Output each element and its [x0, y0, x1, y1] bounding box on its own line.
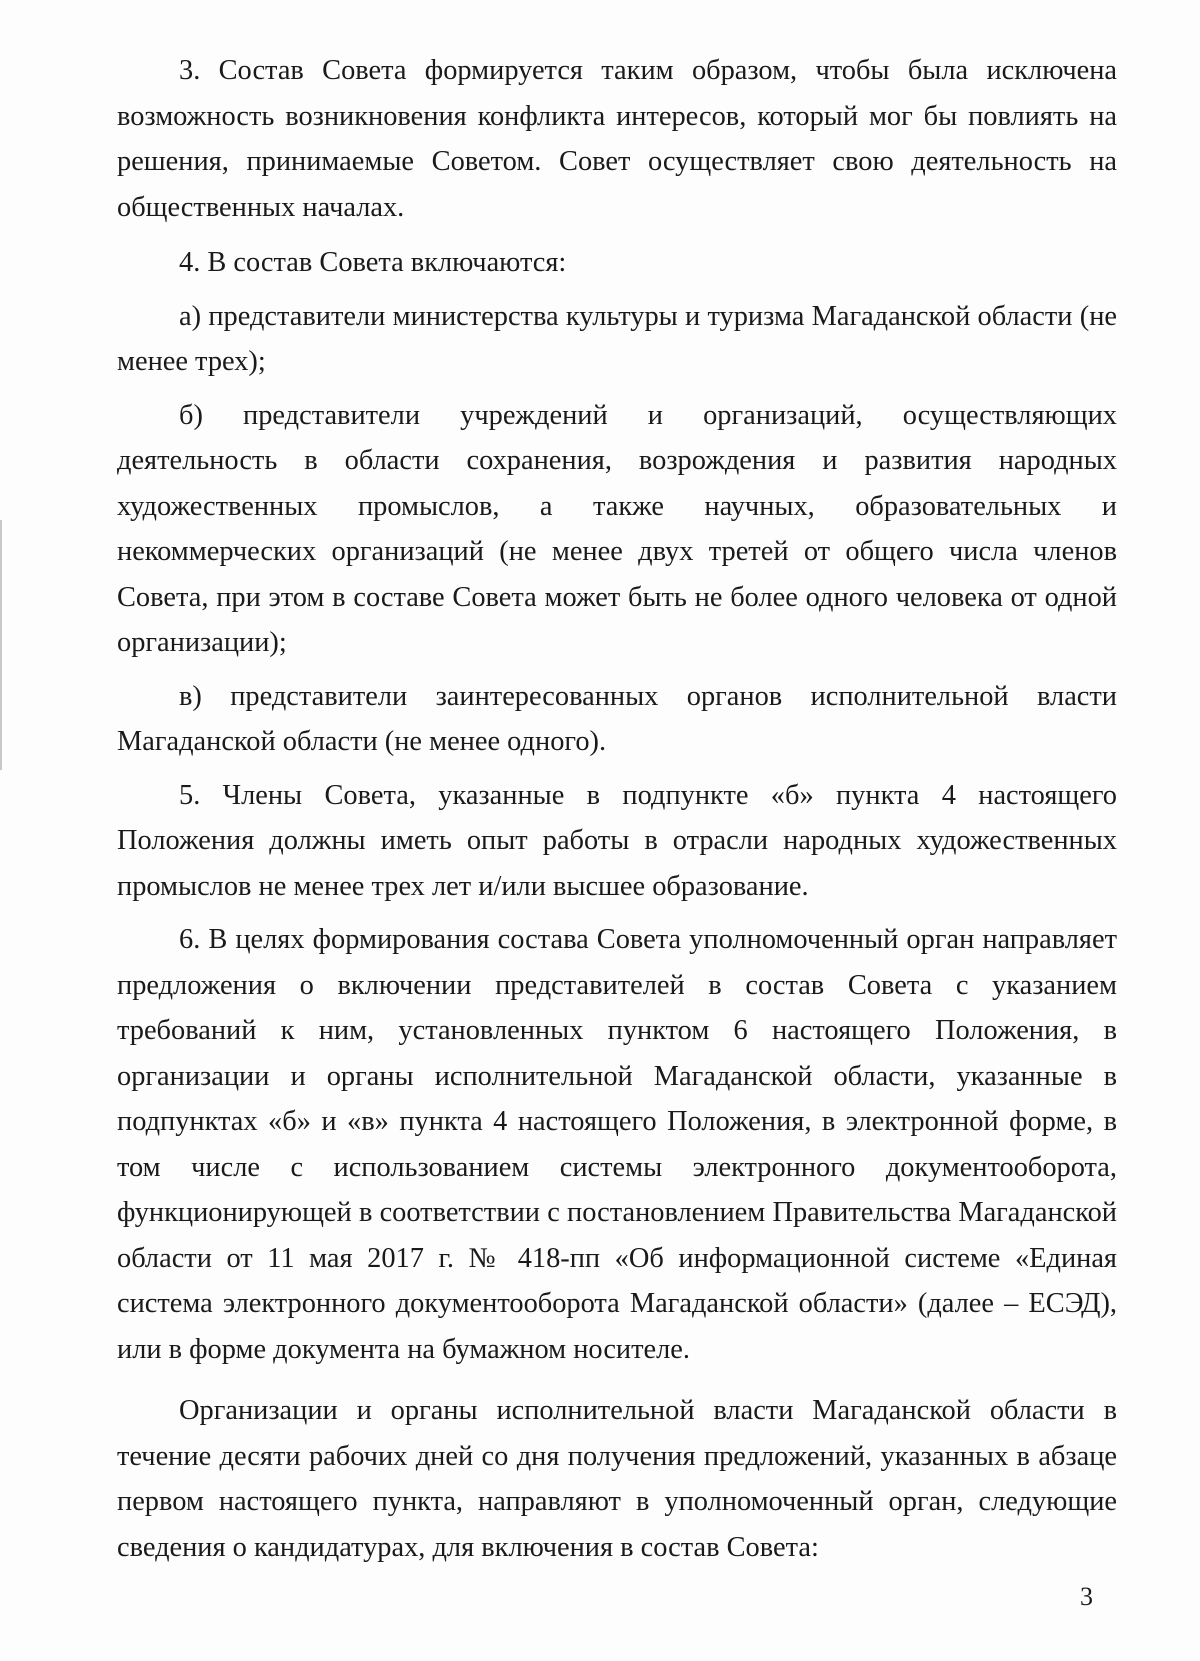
scan-edge-line: [0, 520, 2, 770]
paragraph-4b: б) представители учреждений и организаций, осуществляющих деятельность в области сохранения, возрождения и развития народных художественных промыслов, а также научных, образовательных и некоммерческих организаций (не менее двух третей от общего числа членов Совета, при этом в составе Совета может быть не более одного человека от одной организации);: [117, 399, 1117, 658]
paragraph-6-second: Организации и органы исполнительной власти Магаданской области в течение десяти рабочих дней со дня получения предложений, указанных в абзаце первом настоящего пункта, направляют в уполномоченный орган, следующие сведения о кандидатурах, для включения в состав Совета:: [117, 1395, 1117, 1563]
paragraph-6: 6. В целях формирования состава Совета уполномоченный орган направляет предложения о включении представителей в состав Совета с указанием требований к ним, установленных пунктом 6 настоящего Положения, в организации и органы исполнительной Магаданской области, указанные в подпунктах «б» и «в» пункта 4 настоящего Положения, в электронной форме, в том числе с использованием системы электронного документооборота, функционирующей в соответствии с постановлением Правительства Магаданской области от 11 мая 2017 г. № 418-пп «Об информационной системе «Единая система электронного документооборота Магаданской области» (далее – ЕСЭД), или в форме документа на бумажном носителе.: [117, 924, 1117, 1365]
paragraph-5: 5. Члены Совета, указанные в подпункте «б» пункта 4 настоящего Положения должны иметь опыт работы в отрасли народных художественных промыслов не менее трех лет и/или высшее образование.: [117, 779, 1117, 902]
paragraph-4c: в) представители заинтересованных органов исполнительной власти Магаданской области (не менее одного).: [117, 680, 1117, 757]
paragraph-4: 4. В состав Совета включаются:: [179, 247, 567, 278]
paragraph-3: 3. Состав Совета формируется таким образом, чтобы была исключена возможность возникновения конфликта интересов, который мог бы повлиять на решения, принимаемые Советом. Совет осуществляет свою деятельность на общественных началах.: [117, 55, 1117, 223]
paragraph-4a: а) представители министерства культуры и туризма Магаданской области (не менее трех);: [117, 300, 1117, 377]
document-body: [117, 48, 1117, 1578]
page-number: 3: [1080, 1582, 1093, 1611]
